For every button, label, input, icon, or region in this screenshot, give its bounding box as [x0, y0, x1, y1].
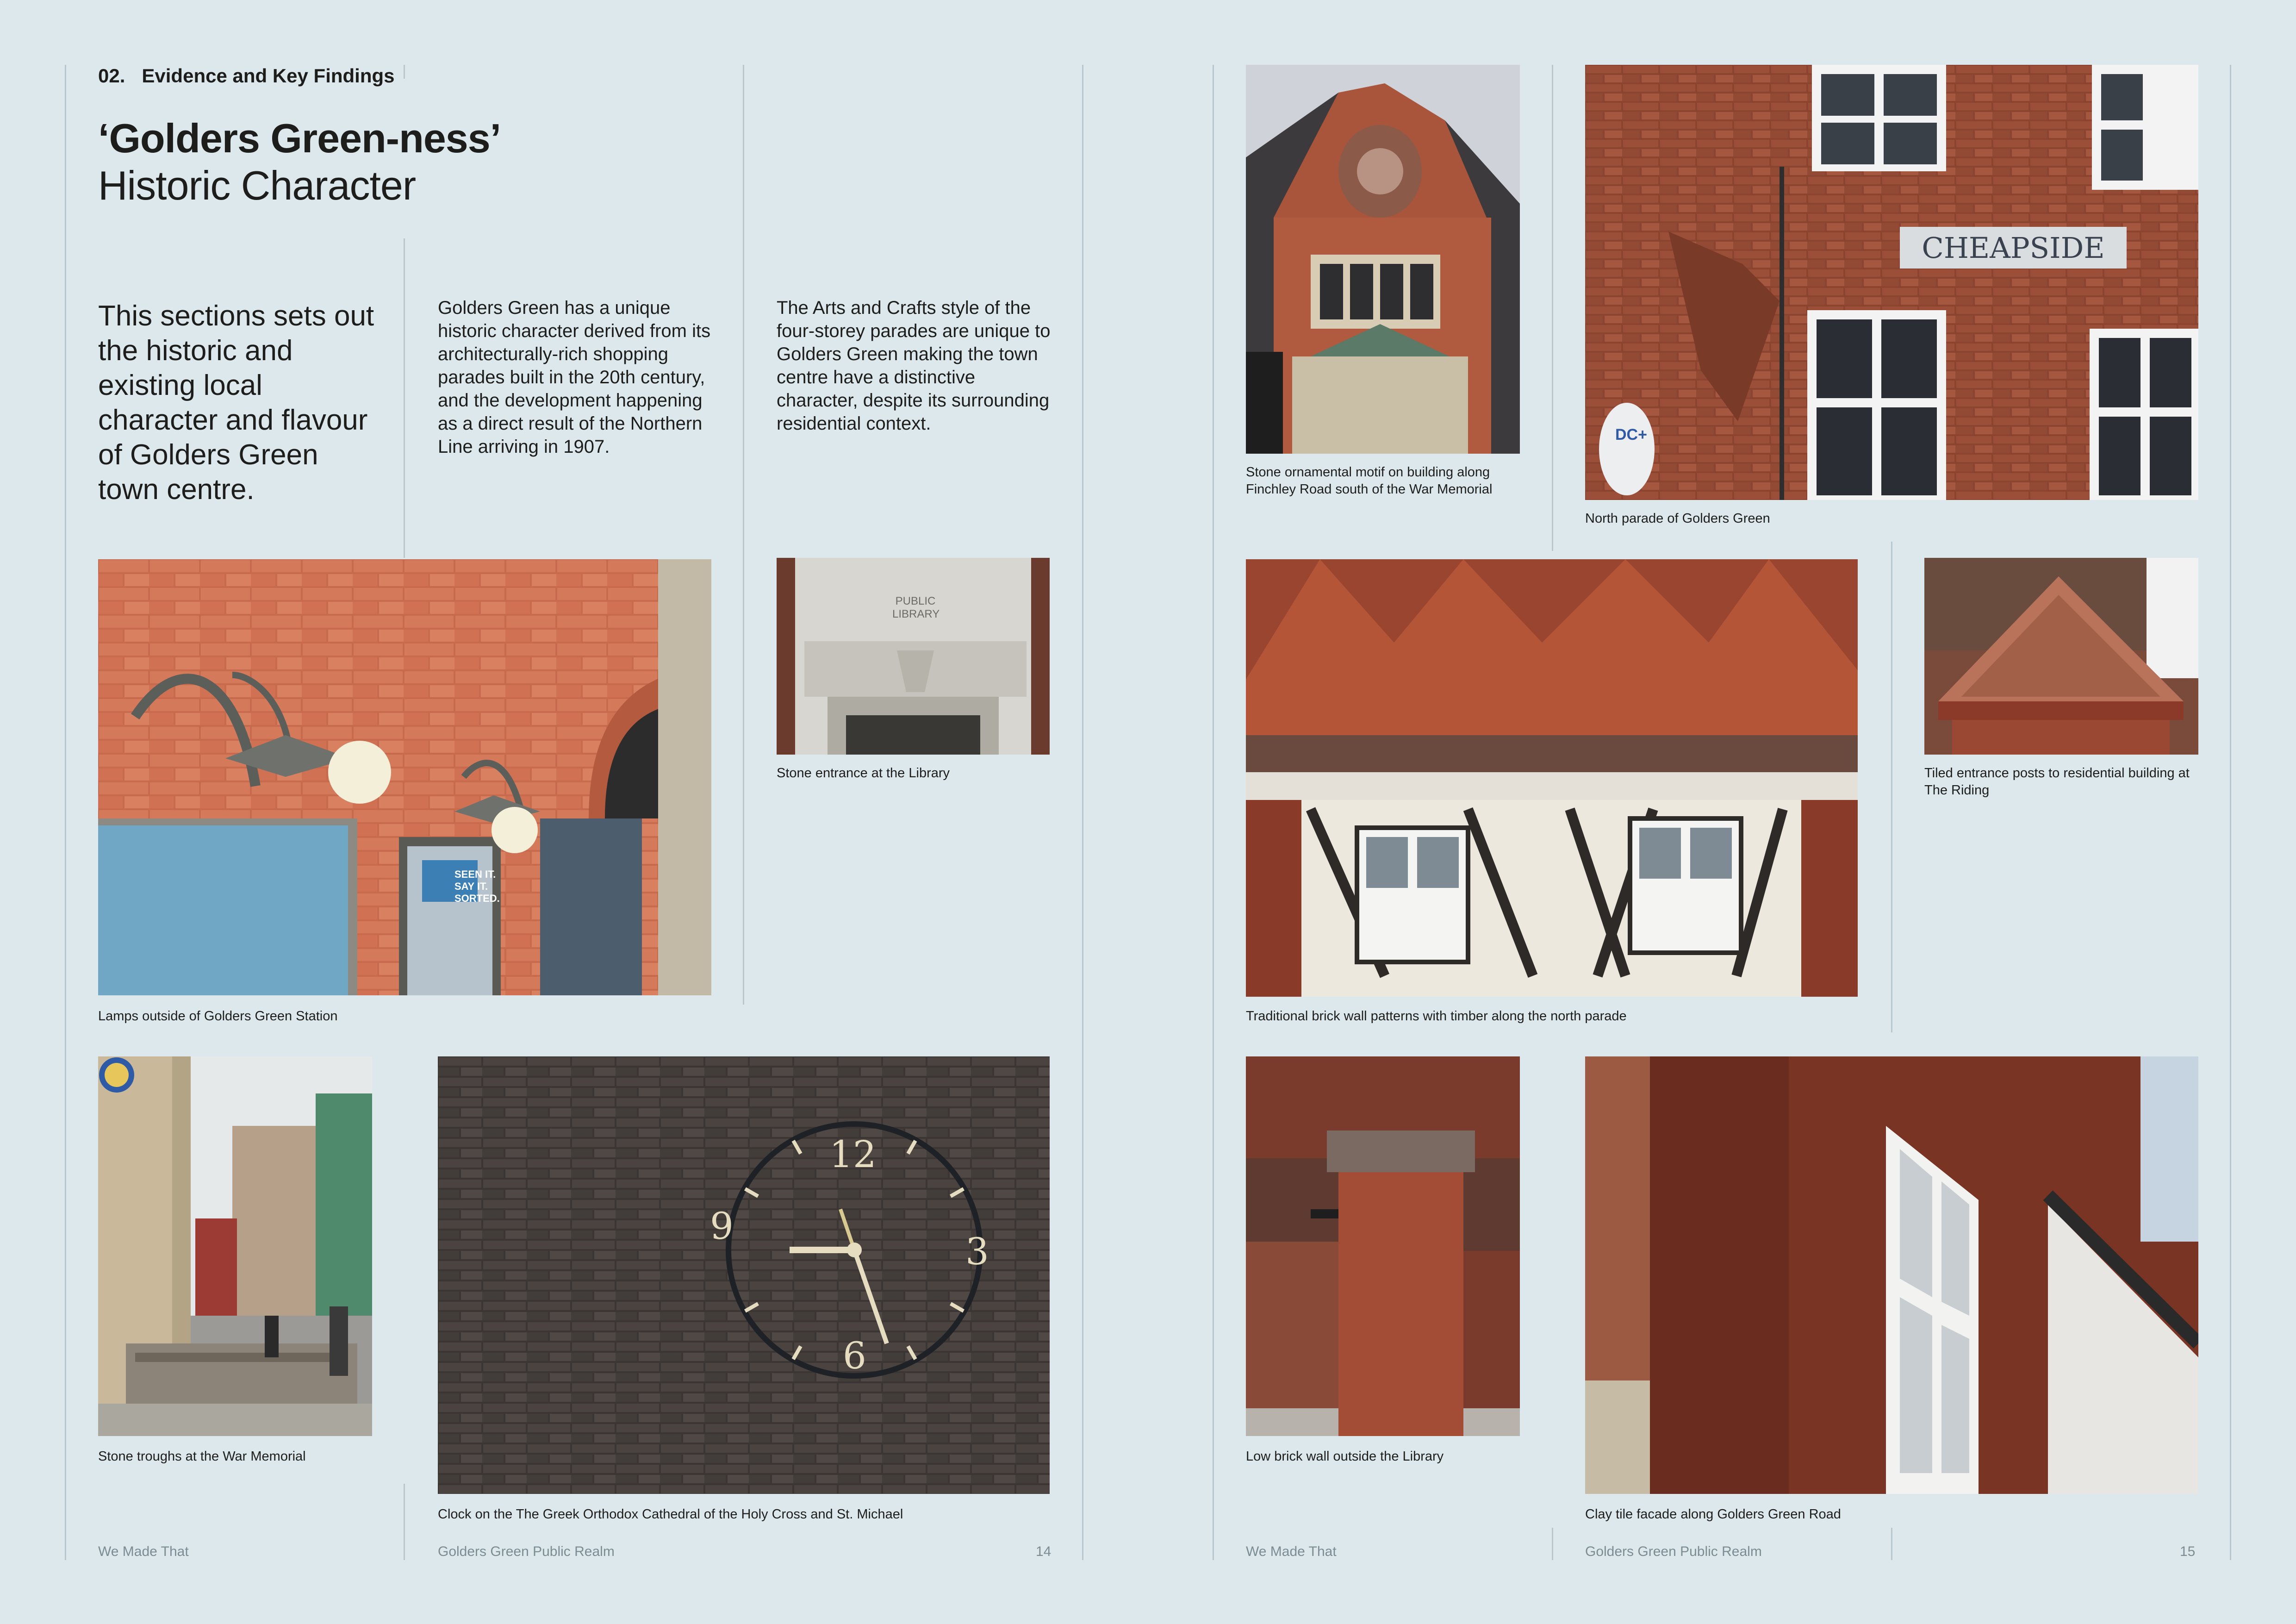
column-rule	[404, 1484, 405, 1560]
caption-library-entrance: Stone entrance at the Library	[777, 766, 950, 781]
caption-riding-entrance: Tiled entrance posts to residential building at The Riding	[1924, 766, 2190, 798]
photo-cathedral-clock	[438, 1056, 1050, 1494]
footer-left-project: Golders Green Public Realm	[438, 1544, 615, 1559]
photo-cheapside-parade	[1585, 65, 2198, 500]
photo-timber-brick	[1246, 559, 1858, 997]
clock-numeral-12: 12	[829, 1133, 877, 1176]
column-rule	[2230, 65, 2231, 1560]
section-title: Evidence and Key Findings	[142, 65, 395, 87]
clock-numeral-9: 9	[710, 1205, 734, 1248]
clock-numeral-6: 6	[843, 1334, 866, 1377]
body-paragraph-2: The Arts and Crafts style of the four-storey parades are unique to Golders Green making the town centre have a distinctive character, despite its surrounding residential context.	[777, 298, 1051, 434]
footer-right-project: Golders Green Public Realm	[1585, 1544, 1762, 1559]
caption-timber-brick: Traditional brick wall patterns with timber along the north parade	[1246, 1009, 1627, 1024]
library-sign-text: PUBLIC LIBRARY	[892, 595, 940, 620]
caption-war-memorial-troughs: Stone troughs at the War Memorial	[98, 1449, 306, 1464]
caption-station-lamps: Lamps outside of Golders Green Station	[98, 1009, 338, 1024]
body-paragraph-1: Golders Green has a unique historic character derived from its architecturally-rich shopping parades built in the 20th century, and the development happening as a direct result of the Northern Line arriving in 1907.	[438, 298, 711, 457]
photo-riding-entrance	[1924, 558, 2198, 755]
column-rule	[743, 65, 744, 1005]
caption-cheapside-parade: North parade of Golders Green	[1585, 511, 1770, 526]
column-rule	[404, 65, 405, 79]
photo-station-lamps	[98, 559, 711, 995]
photo-ornamental-motif	[1246, 65, 1520, 454]
footer-left-org: We Made That	[98, 1544, 189, 1559]
intro-text: This sections sets out the historic and existing local character and flavour of Golders Green town centre.	[98, 300, 374, 506]
page-number-left: 14	[1036, 1544, 1052, 1559]
satellite-dish-text: DC+	[1615, 426, 1647, 443]
column-rule	[1552, 1528, 1553, 1560]
column-rule	[1213, 65, 1214, 1560]
column-rule	[404, 238, 405, 558]
station-poster-text: SEEN IT. SAY IT. SORTED.	[454, 868, 500, 904]
photo-library-entrance	[777, 558, 1050, 755]
column-rule	[1891, 1528, 1892, 1560]
caption-clay-tile-facade: Clay tile facade along Golders Green Road	[1585, 1507, 1841, 1522]
caption-ornamental-motif: Stone ornamental motif on building along Finchley Road south of the War Memorial	[1246, 465, 1493, 497]
photo-library-low-wall	[1246, 1056, 1520, 1436]
caption-cathedral-clock: Clock on the The Greek Orthodox Cathedral of the Holy Cross and St. Michael	[438, 1507, 903, 1522]
clock-numeral-3: 3	[965, 1230, 989, 1273]
section-number: 02.	[98, 65, 125, 87]
column-rule	[1082, 65, 1083, 1560]
column-rule	[65, 65, 66, 1560]
column-rule	[1552, 65, 1553, 551]
footer-right-org: We Made That	[1246, 1544, 1337, 1559]
caption-library-low-wall: Low brick wall outside the Library	[1246, 1449, 1444, 1464]
photo-war-memorial-troughs	[98, 1056, 372, 1436]
page-number-right: 15	[2180, 1544, 2196, 1559]
page-subtitle: Historic Character	[98, 162, 416, 208]
column-rule	[1891, 542, 1892, 1032]
photo-clay-tile-facade	[1585, 1056, 2198, 1494]
cheapside-sign-text: CHEAPSIDE	[1922, 231, 2105, 265]
page-title: ‘Golders Green-ness’	[98, 115, 501, 161]
section-label	[98, 65, 395, 87]
